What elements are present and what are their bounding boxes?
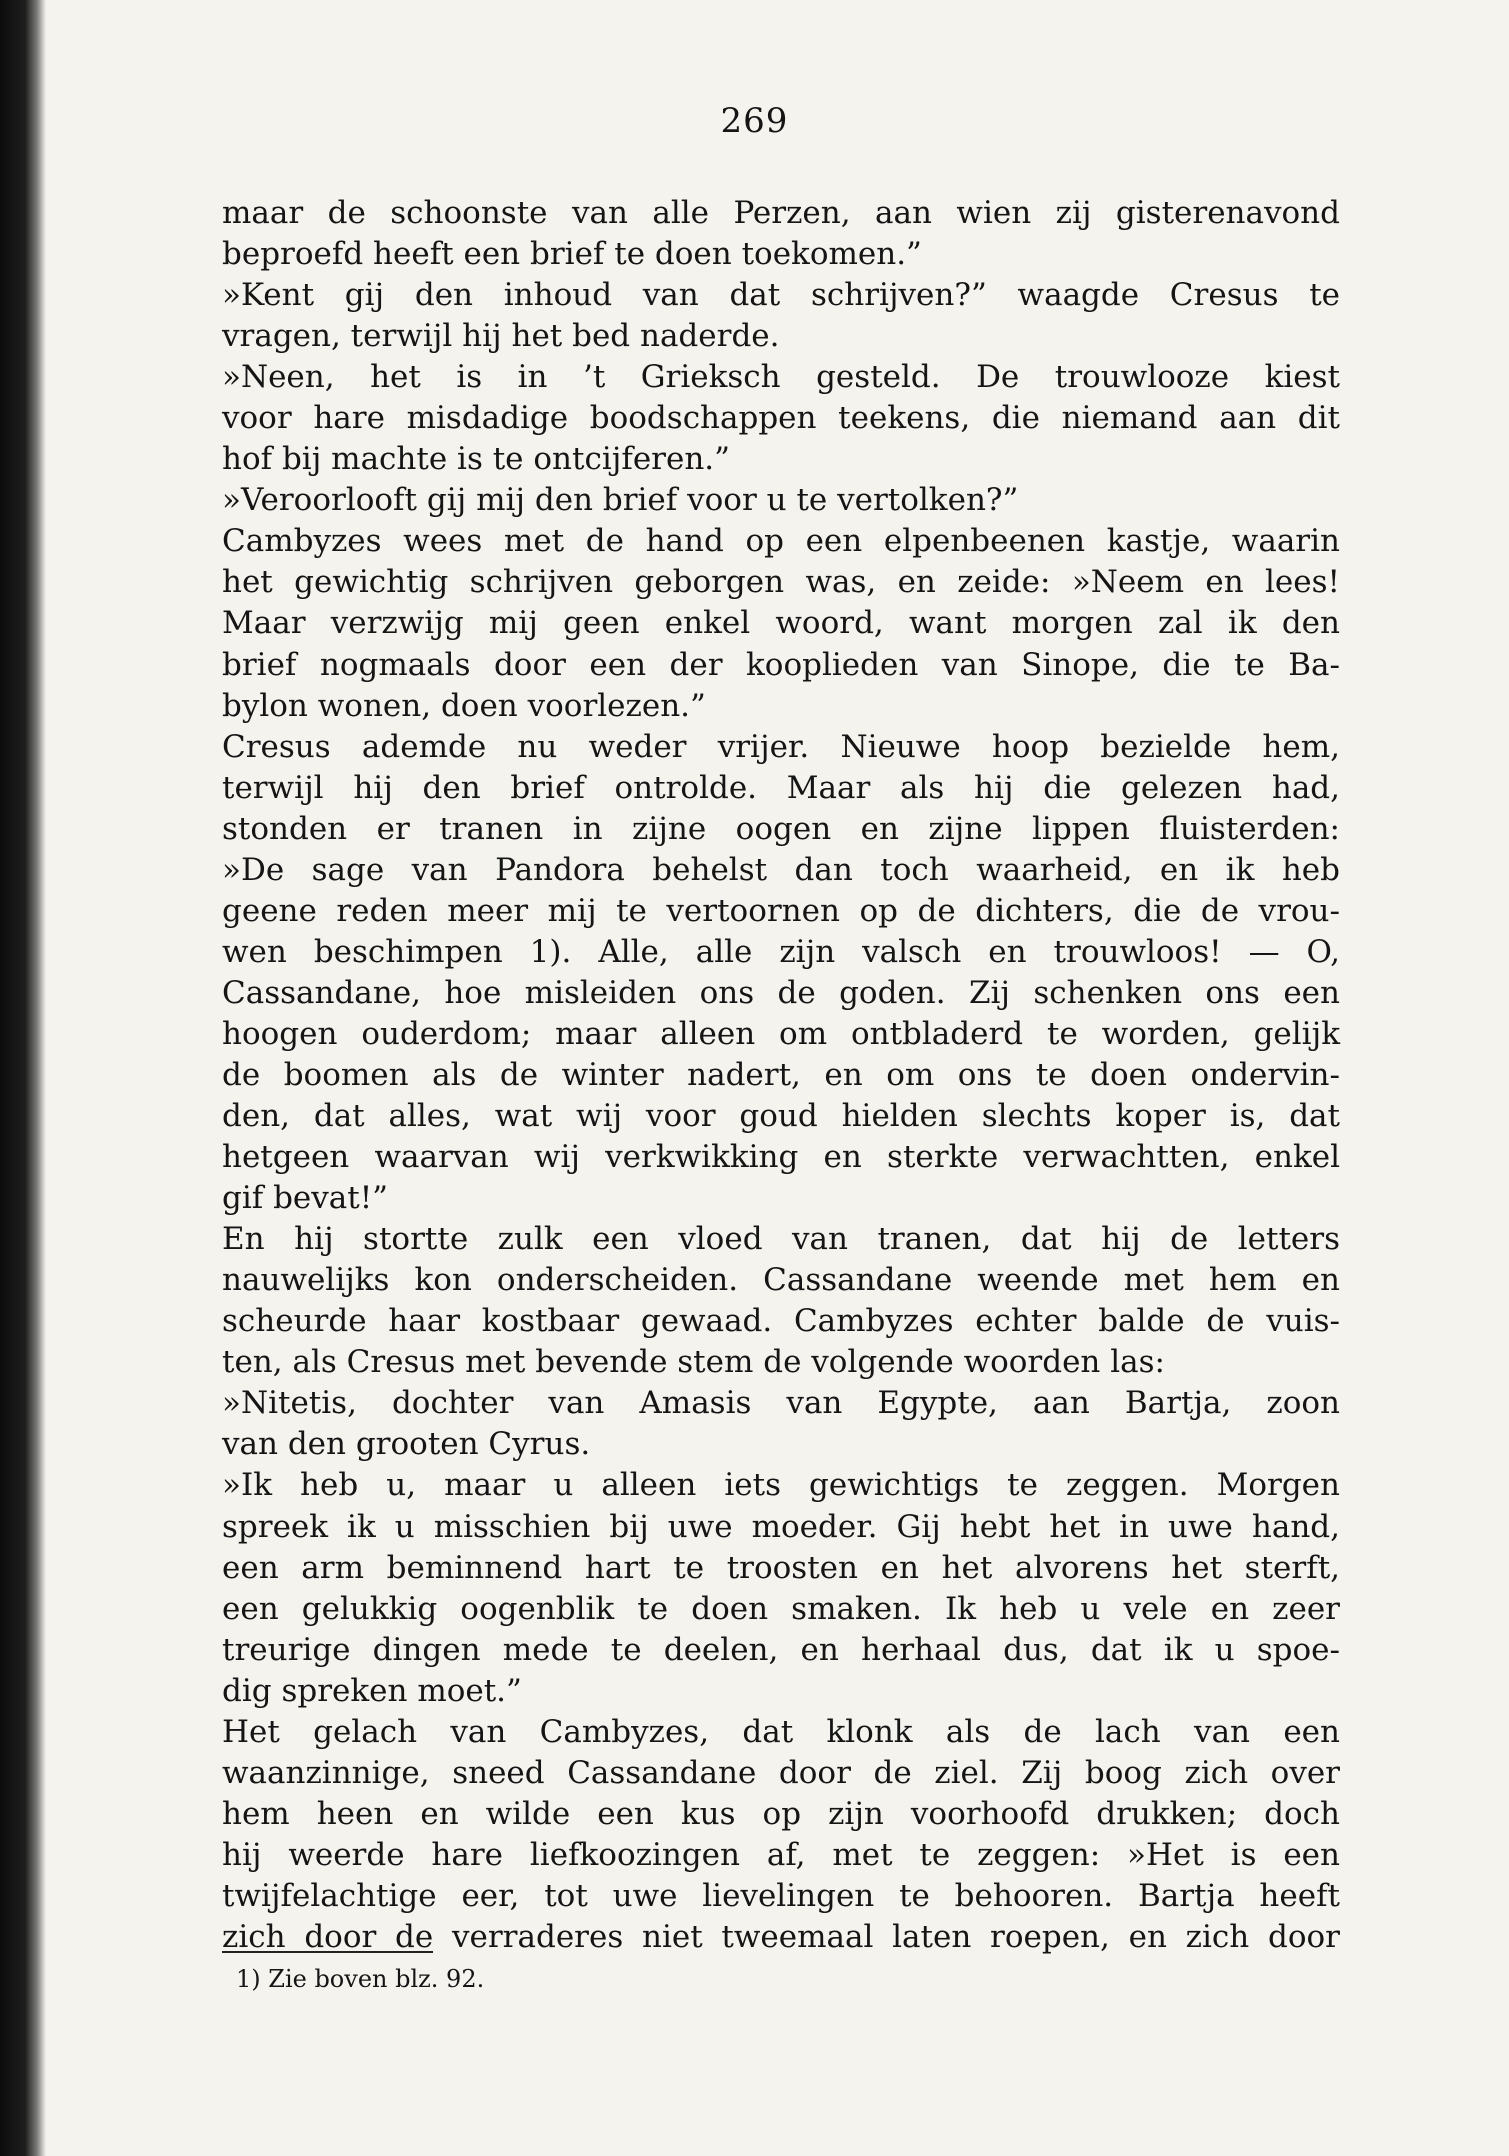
text-line: Het gelach van Cambyzes, dat klonk als de lach van een xyxy=(222,1713,1340,1750)
text-line: Cambyzes wees met de hand op een elpenbeenen kastje, waarin xyxy=(222,523,1340,560)
text-line: waanzinnige, sneed Cassandane door de ziel. Zij boog zich over xyxy=(222,1754,1340,1791)
text-line: »Neen, het is in ’t Grieksch gesteld. De trouwlooze kiest xyxy=(222,359,1340,396)
page-number: 269 xyxy=(720,101,789,141)
text-line: hem heen en wilde een kus op zijn voorhoofd drukken; doch xyxy=(222,1795,1340,1832)
body-text xyxy=(222,193,1340,1958)
text-line: wen beschimpen 1). Alle, alle zijn valsch en trouwloos! — O, xyxy=(222,933,1340,970)
text-line: het gewichtig schrijven geborgen was, en zeide: »Neem en lees! xyxy=(222,564,1340,601)
text-line: geene reden meer mij te vertoornen op de dichters, die de vrou- xyxy=(222,892,1340,929)
text-line: stonden er tranen in zijne oogen en zijne lippen fluisterden: xyxy=(222,810,1340,847)
text-line: terwijl hij den brief ontrolde. Maar als hij die gelezen had, xyxy=(222,769,1340,806)
text-line: brief nogmaals door een der kooplieden van Sinope, die te Ba- xyxy=(222,646,1340,683)
text-line: den, dat alles, wat wij voor goud hielden slechts koper is, dat xyxy=(222,1098,1340,1135)
text-line: Maar verzwijg mij geen enkel woord, want morgen zal ik den xyxy=(222,605,1340,642)
text-line: »De sage van Pandora behelst dan toch waarheid, en ik heb xyxy=(222,851,1340,888)
text-line: hoogen ouderdom; maar alleen om ontbladerd te worden, gelijk xyxy=(222,1015,1340,1052)
text-line: de boomen als de winter nadert, en om ons te doen ondervin- xyxy=(222,1056,1340,1093)
text-line: zich door de verraderes niet tweemaal laten roepen, en zich door xyxy=(222,1918,1340,1955)
text-line: Cresus ademde nu weder vrijer. Nieuwe hoop bezielde hem, xyxy=(222,728,1340,765)
text-line: voor hare misdadige boodschappen teekens, die niemand aan dit xyxy=(222,400,1340,437)
text-line: scheurde haar kostbaar gewaad. Cambyzes echter balde de vuis- xyxy=(222,1303,1340,1340)
footnote: 1) Zie boven blz. 92. xyxy=(236,1965,485,1993)
text-line: hof bij machte is te ontcijferen.” xyxy=(222,441,731,478)
text-line: »Kent gij den inhoud van dat schrijven?” waagde Cresus te xyxy=(222,277,1340,314)
text-line: beproefd heeft een brief te doen toekomen.” xyxy=(222,236,922,273)
footnote-rule xyxy=(222,1951,433,1953)
text-line: bylon wonen, doen voorlezen.” xyxy=(222,687,706,724)
text-line: hetgeen waarvan wij verkwikking en sterkte verwachtten, enkel xyxy=(222,1139,1340,1176)
text-line: Cassandane, hoe misleiden ons de goden. Zij schenken ons een xyxy=(222,974,1340,1011)
text-line: maar de schoonste van alle Perzen, aan wien zij gisterenavond xyxy=(222,195,1340,231)
text-line: ten, als Cresus met bevende stem de volgende woorden las: xyxy=(222,1344,1166,1381)
text-line: »Nitetis, dochter van Amasis van Egypte, aan Bartja, zoon xyxy=(222,1385,1340,1422)
text-line: een arm beminnend hart te troosten en het alvorens het sterft, xyxy=(222,1549,1340,1586)
text-line: nauwelijks kon onderscheiden. Cassandane weende met hem en xyxy=(222,1262,1340,1299)
book-binding-edge xyxy=(0,0,46,2156)
text-line: »Veroorlooft gij mij den brief voor u te vertolken?” xyxy=(222,482,1019,519)
text-line: treurige dingen mede te deelen, en herhaal dus, dat ik u spoe- xyxy=(222,1631,1340,1668)
text-line: »Ik heb u, maar u alleen iets gewichtigs te zeggen. Morgen xyxy=(222,1467,1340,1504)
text-line: van den grooten Cyrus. xyxy=(222,1426,591,1463)
text-line: vragen, terwijl hij het bed naderde. xyxy=(222,318,780,355)
text-line: twijfelachtige eer, tot uwe lievelingen te behooren. Bartja heeft xyxy=(222,1877,1340,1914)
text-line: een gelukkig oogenblik te doen smaken. Ik heb u vele en zeer xyxy=(222,1590,1340,1627)
text-line: spreek ik u misschien bij uwe moeder. Gij hebt het in uwe hand, xyxy=(222,1508,1340,1545)
text-line: gif bevat!” xyxy=(222,1180,389,1217)
text-line: hij weerde hare liefkoozingen af, met te zeggen: »Het is een xyxy=(222,1836,1340,1873)
text-line: En hij stortte zulk een vloed van tranen, dat hij de letters xyxy=(222,1221,1340,1258)
text-line: dig spreken moet.” xyxy=(222,1672,522,1709)
